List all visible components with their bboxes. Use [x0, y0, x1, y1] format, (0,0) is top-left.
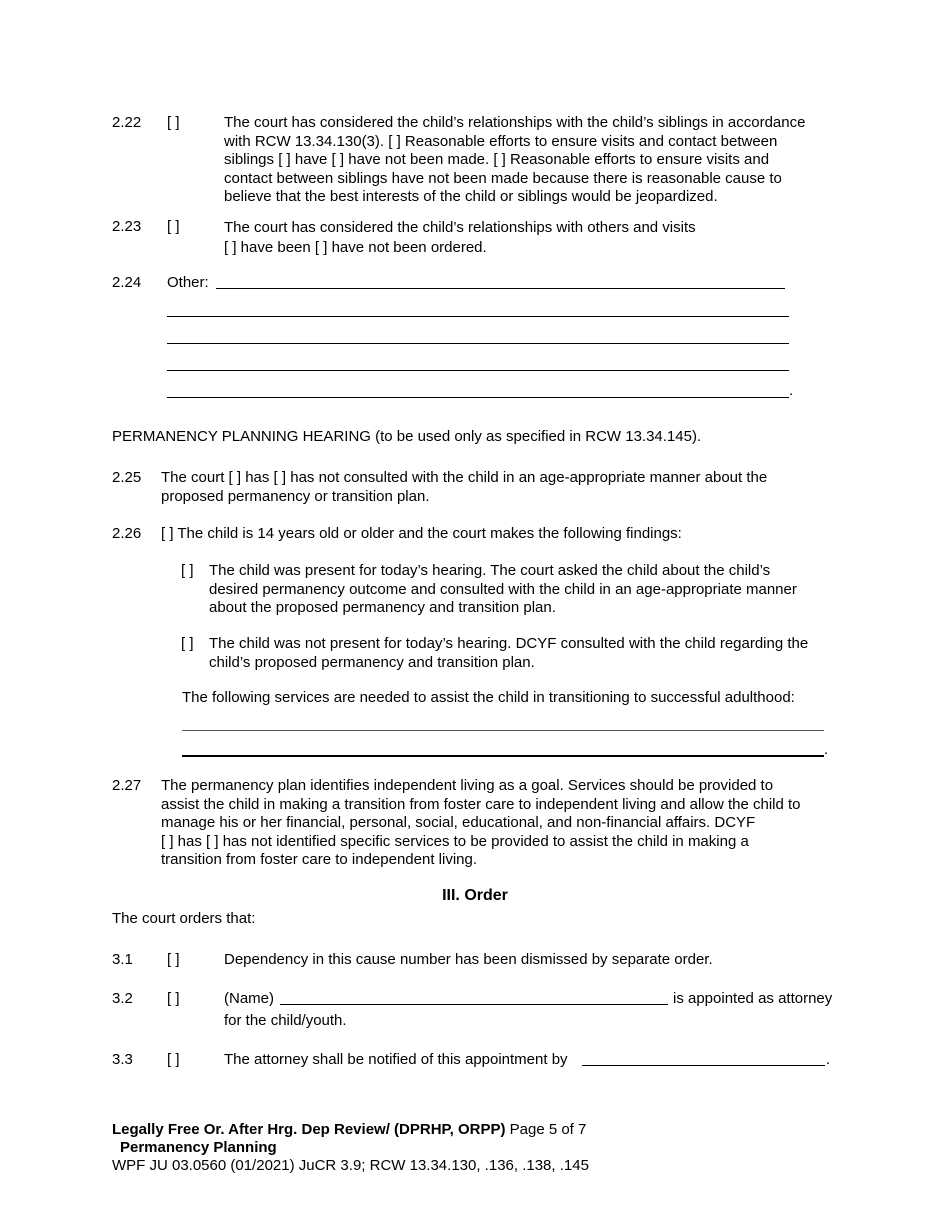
- page-number: Page 5 of 7: [509, 1121, 587, 1138]
- services-line-2[interactable]: [182, 755, 824, 757]
- services-text: The following services are needed to assist the child in transitioning to successful adulthood:: [182, 689, 795, 706]
- order-intro: The court orders that:: [112, 910, 256, 927]
- checkbox[interactable]: [ ]: [181, 635, 194, 652]
- period: .: [789, 382, 794, 399]
- footer-title-line: [112, 1121, 586, 1140]
- section-text: The attorney shall be notified of this appointment by: [224, 1051, 568, 1068]
- text-line: contact between siblings have not been made because there is reasonable cause to: [224, 169, 782, 187]
- section-text: [161, 469, 851, 506]
- text-line: believe that the best interests of the child or siblings would be jeopardized.: [224, 188, 718, 205]
- pph-heading: PERMANENCY PLANNING HEARING (to be used only as specified in RCW 13.34.145).: [112, 428, 702, 445]
- period: .: [824, 741, 829, 758]
- section-text: [161, 777, 851, 870]
- checkbox[interactable]: [ ]: [167, 1051, 180, 1068]
- text-line: with RCW 13.34.130(3). [ ] Reasonable efforts to ensure visits and contact between: [224, 132, 778, 150]
- section-number: 2.24: [112, 274, 142, 291]
- section-text-line2: for the child/youth.: [224, 1012, 347, 1029]
- section-number: 2.23: [112, 218, 142, 235]
- checkbox[interactable]: [ ]: [181, 562, 194, 579]
- text-line: The court [ ] has [ ] has not consulted with the child in an age-appropriate manner about the: [161, 469, 768, 486]
- notified-by-line[interactable]: [582, 1065, 825, 1066]
- other-line-5[interactable]: [167, 397, 789, 398]
- text-line: siblings [ ] have [ ] have not been made. [ ] Reasonable efforts to ensure visits and: [224, 151, 770, 168]
- section-text: Dependency in this cause number has been dismissed by separate order.: [224, 951, 713, 968]
- text-line: child’s proposed permanency and transition plan.: [209, 653, 535, 671]
- text-line: [ ] have been [ ] have not been ordered.: [224, 239, 487, 256]
- text-line: The court has considered the child’s relationships with the child’s siblings in accordance: [224, 114, 806, 131]
- appointed-text: is appointed as attorney: [673, 990, 833, 1007]
- footer-title: Legally Free Or. After Hrg. Dep Review/ (DPRHP, ORPP): [112, 1121, 506, 1138]
- text-line: manage his or her financial, personal, social, educational, and non-financial affairs. DCYF: [161, 814, 756, 831]
- footer-subtitle: Permanency Planning: [120, 1139, 277, 1156]
- checkbox[interactable]: [ ]: [167, 990, 180, 1007]
- text-line: The child was present for today’s hearing. The court asked the child about the child’s: [209, 562, 771, 579]
- other-label: Other:: [167, 274, 209, 291]
- option-present-text: [209, 562, 849, 618]
- other-line-1[interactable]: [216, 288, 785, 289]
- footer-form-id: WPF JU 03.0560 (01/2021) JuCR 3.9; RCW 13.34.130, .136, .138, .145: [112, 1157, 589, 1174]
- name-label: (Name): [224, 990, 275, 1007]
- other-line-3[interactable]: [167, 343, 789, 344]
- text-line: [ ] has [ ] has not identified specific services to be provided to assist the child in making a: [161, 832, 749, 850]
- text-line: proposed permanency or transition plan.: [161, 487, 430, 505]
- checkbox[interactable]: [ ]: [167, 218, 180, 235]
- section-text: [224, 114, 844, 207]
- text-line: assist the child in making a transition from foster care to independent living and allow the child to: [161, 795, 801, 813]
- text-line: transition from foster care to independent living.: [161, 851, 478, 868]
- section-number: 2.25: [112, 469, 142, 486]
- section-number: 3.3: [112, 1051, 133, 1068]
- option-not-present-text: [209, 635, 849, 672]
- section-text: [ ] The child is 14 years old or older and the court makes the following findings:: [161, 525, 682, 542]
- text-line: The permanency plan identifies independent living as a goal. Services should be provided to: [161, 777, 774, 794]
- name-line[interactable]: [280, 1004, 668, 1005]
- text-line: The court has considered the child’s relationships with others and visits: [224, 219, 696, 236]
- text-line: about the proposed permanency and transition plan.: [209, 599, 556, 616]
- section-number: 2.27: [112, 777, 142, 794]
- text-line: desired permanency outcome and consulted with the child in an age-appropriate manner: [209, 580, 797, 598]
- section-text: [224, 218, 844, 258]
- checkbox[interactable]: [ ]: [167, 114, 180, 131]
- section-number: 2.22: [112, 114, 142, 131]
- services-line-1[interactable]: [182, 730, 824, 731]
- text-line: The child was not present for today’s hearing. DCYF consulted with the child regarding the: [209, 635, 809, 652]
- section-number: 2.26: [112, 525, 142, 542]
- other-line-4[interactable]: [167, 370, 789, 371]
- section-number: 3.1: [112, 951, 133, 968]
- checkbox[interactable]: [ ]: [167, 951, 180, 968]
- other-line-2[interactable]: [167, 316, 789, 317]
- period: .: [826, 1051, 831, 1068]
- order-heading: III. Order: [442, 887, 508, 904]
- section-number: 3.2: [112, 990, 133, 1007]
